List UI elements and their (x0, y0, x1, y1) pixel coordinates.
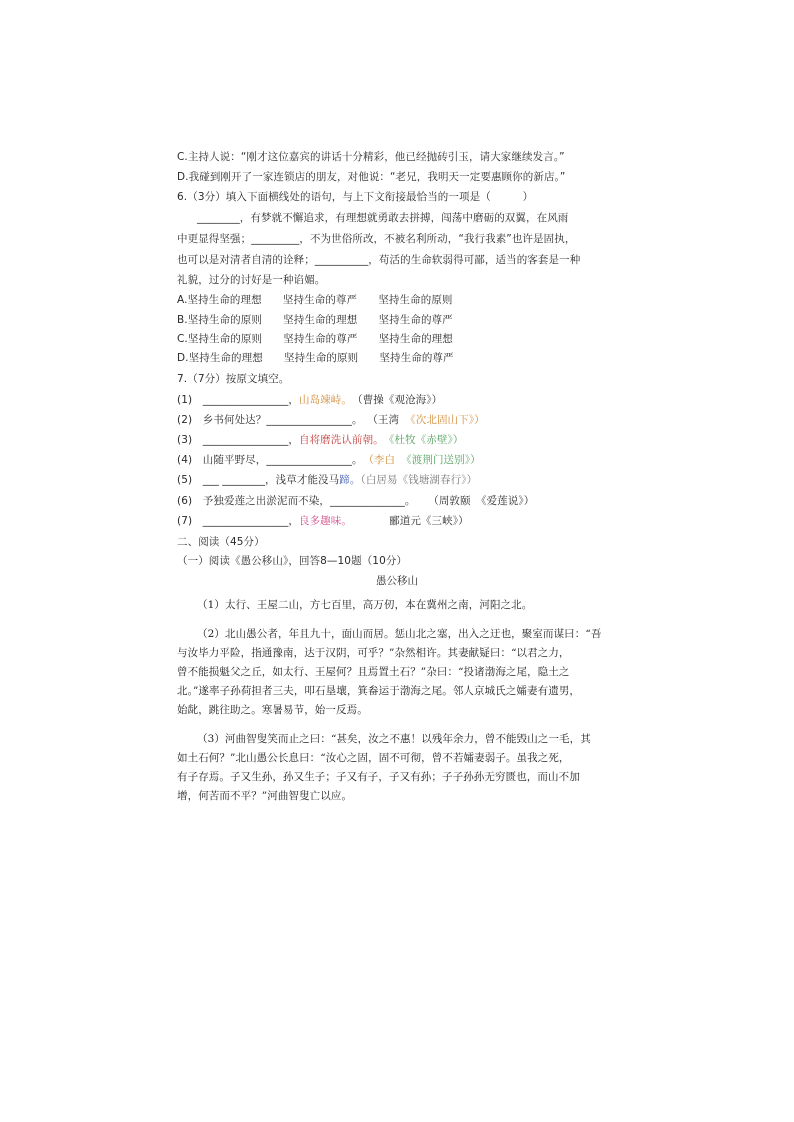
fill-4: (4) 山随平野尽，________________。 （李白 《渡荆门送别》） (177, 454, 481, 466)
reading-para-2-line-4: 北。”遂率子孙荷担者三夫，叩石垦壤，箕畚运于渤海之尾。邻人京城氏之孀妻有遗男， (177, 685, 581, 697)
choice-a: A.坚持生命的理想 坚持生命的尊严 坚持生命的原则 (177, 294, 453, 306)
fill-7: (7) ________________，良多趣味。 郦道元《三峡》） (177, 515, 469, 527)
passage-line-2: 中更显得坚强；_________，不为世俗所改，不被名利所动，“我行我素”也许是固执， (177, 233, 576, 245)
option-d-line: D.我碰到刚开了一家连锁店的朋友，对他说：“老兄，我明天一定要惠顾你的新店。” (177, 171, 566, 183)
fill-5: (5) ___ ________，浅草才能没马蹄。（白居易《钱塘湖春行》） (177, 474, 478, 486)
passage-line-1: ________，有梦就不懈追求，有理想就勇敢去拼搏，闯荡中磨砺的双翼，在风雨 (197, 212, 569, 224)
fill-6: (6) 予独爱莲之出淤泥而不染，______________。 （周敦颐 《爱莲说》） (177, 495, 535, 507)
reading-para-3-line-4: 增，何苦而不平？”河曲智叟亡以应。 (177, 790, 353, 802)
passage-line-4: 礼貌，过分的讨好是一种谄媚。 (177, 274, 326, 286)
choice-c: C.坚持生命的原则 坚持生命的尊严 坚持生命的理想 (177, 333, 453, 345)
reading-para-2-line-1: （2）北山愚公者，年且九十，面山而居。惩山北之塞，出入之迂也，聚室而谋曰：“吾 (197, 628, 602, 640)
reading-para-2-line-3: 曾不能损魁父之丘，如太行、王屋何？且焉置土石？”杂曰：“投诸渤海之尾，隐土之 (177, 666, 570, 678)
section-2-subheading: （一）阅读《愚公移山》，回答8—10题（10分） (177, 555, 408, 567)
reading-para-1: （1）太行、王屋二山，方七百里，高万仞，本在冀州之南，河阳之北。 (197, 599, 533, 611)
reading-para-2-line-5: 始龀，跳往助之。寒暑易节，始一反焉。 (177, 704, 368, 716)
passage-title: 愚公移山 (376, 575, 418, 587)
reading-para-3-line-1: （3）河曲智叟笑而止之曰：“甚矣，汝之不惠！以残年余力，曾不能毁山之一毛，其 (197, 733, 591, 745)
question-6: 6.（3分）填入下面横线处的语句，与上下文衔接最恰当的一项是（ ） (177, 191, 534, 203)
question-7: 7.（7分）按原文填空。 (177, 373, 290, 385)
choice-d: D.坚持生命的理想 坚持生命的原则 坚持生命的尊严 (177, 352, 454, 364)
reading-para-3-line-3: 有子存焉。子又生孙，孙又生子；子又有子，子又有孙；子子孙孙无穷匮也，而山不加 (177, 771, 580, 783)
passage-line-3: 也可以是对清者自清的诠释；__________，苟活的生命软弱得可鄙，适当的客套是一种 (177, 254, 581, 266)
option-c-line: C.主持人说：“刚才这位嘉宾的讲话十分精彩，他已经抛砖引玉，请大家继续发言。” (177, 151, 565, 163)
fill-3: (3) ________________，自将磨洗认前朝。 《杜牧《赤壁》） (177, 434, 464, 446)
choice-b: B.坚持生命的原则 坚持生命的理想 坚持生命的尊严 (177, 314, 453, 326)
reading-para-3-line-2: 如土石何？”北山愚公长息曰：“汝心之固，固不可彻，曾不若孀妻弱子。虽我之死， (177, 752, 570, 764)
fill-1: (1) ________________，山岛竦峙。 （曹操《观沧海》） (177, 394, 443, 406)
fill-2: (2) 乡书何处达？________________。 （王湾 《次北固山下》） (177, 414, 485, 426)
section-2-heading: 二、阅读（45分） (177, 536, 265, 548)
reading-para-2-line-2: 与汝毕力平险，指通豫南，达于汉阴，可乎？”杂然相许。其妻献疑曰：“以君之力， (177, 647, 570, 659)
